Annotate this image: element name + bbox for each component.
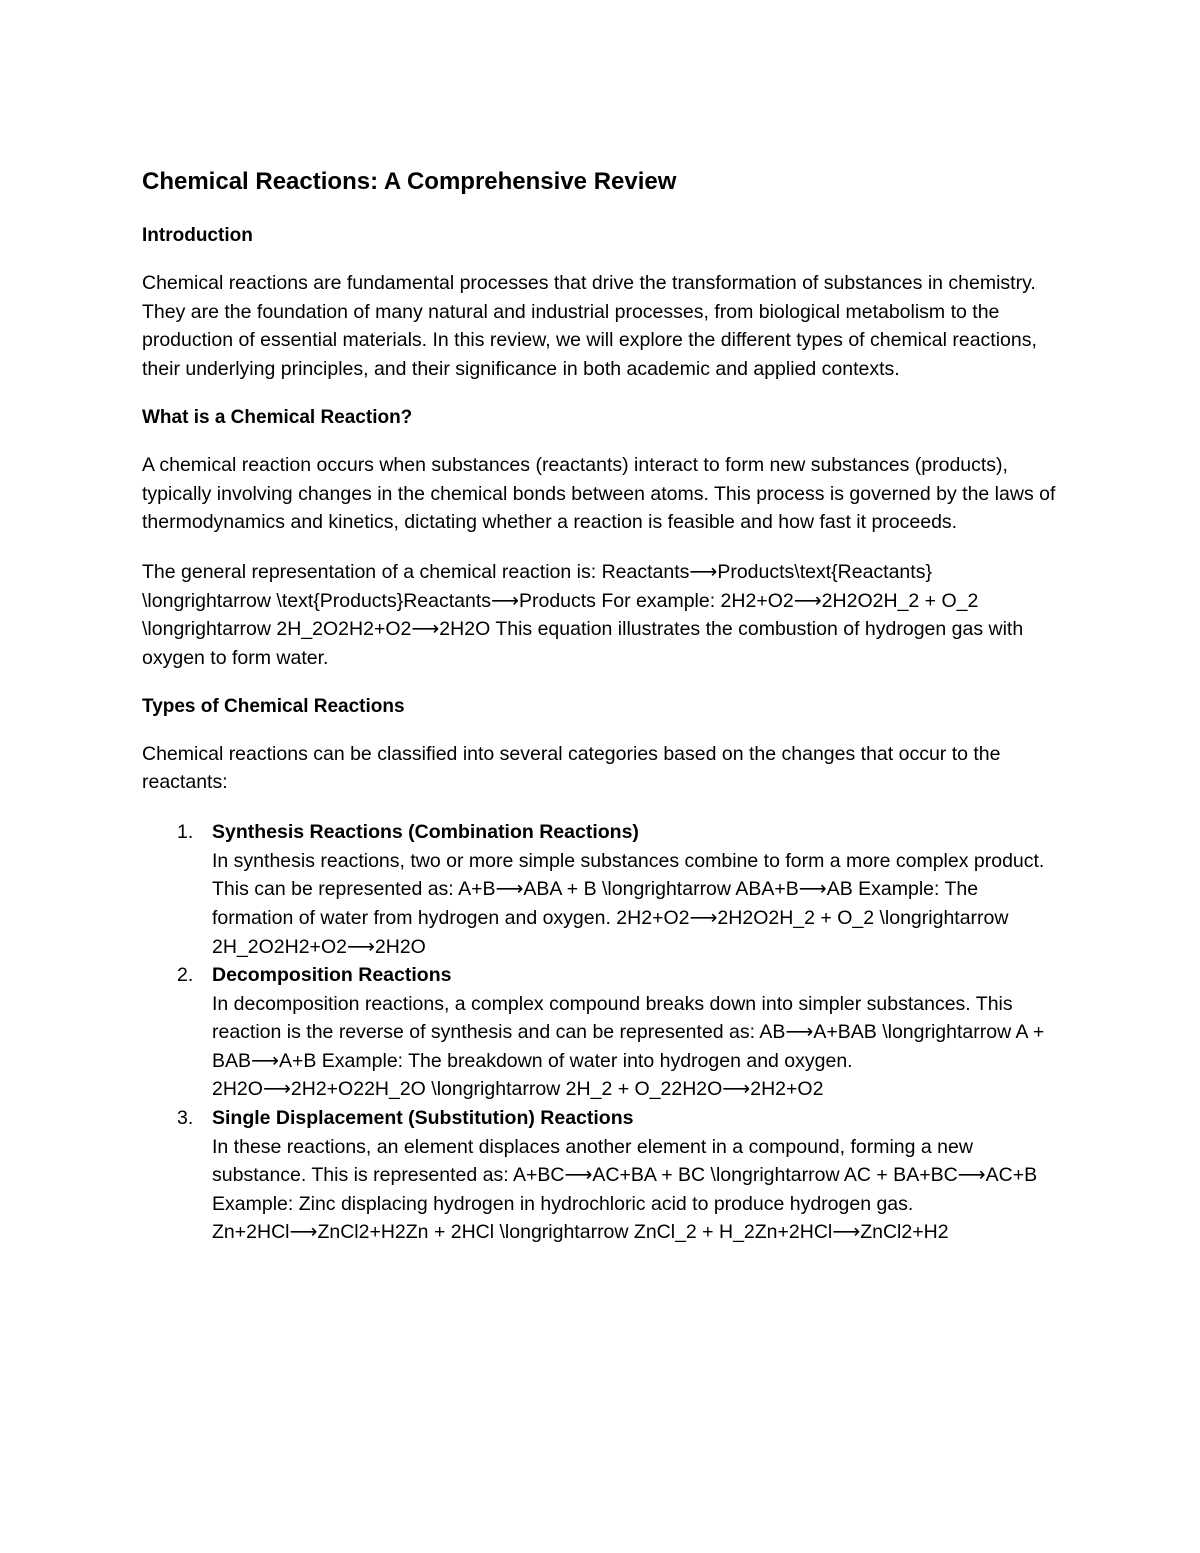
list-item-title: Decomposition Reactions [212,964,452,987]
section-heading-what-is: What is a Chemical Reaction? [142,406,413,428]
list-item-body: In synthesis reactions, two or more simple substances combine to form a more complex product. This can be represented as: A+B⟶ABA + B \longrightarrow ABA+B⟶AB Example: The formation of water from hydrogen and oxygen. 2H2+O2⟶2H2O2H_2 + O_2 \longrightarrow 2H_2O2H2+O2⟶2H2O [212,849,1045,958]
document-title: Chemical Reactions: A Comprehensive Review [142,168,677,195]
list-item-body: In these reactions, an element displaces another element in a compound, forming a new substance. This is represented as: A+BC⟶AC+BA + BC \longrightarrow AC + BA+BC⟶AC+B Example: Zinc displacing hydrogen in hydrochloric acid to produce hydrogen gas. Zn+2HCl⟶ZnCl2+H2Zn + 2HCl \longrightarrow ZnCl_2 + H_2Zn+2HCl⟶ZnCl2+H2 [212,1135,1038,1244]
list-item-number: 1. [177,821,194,844]
list-item-body: In decomposition reactions, a complex compound breaks down into simpler substances. This reaction is the reverse of synthesis and can be represented as: AB⟶A+BAB \longrightarrow A + BAB⟶A+B Example: The breakdown of water into hydrogen and oxygen. 2H2O⟶2H2+O22H_2O \longrightarrow 2H_2 + O_22H2O⟶2H2+O2 [212,992,1045,1101]
list-item-title: Single Displacement (Substitution) Reactions [212,1107,634,1130]
list-item-number: 2. [177,964,194,987]
list-item [142,1104,1062,1247]
list-item-number: 3. [177,1107,194,1130]
list-item [142,818,1062,961]
list-item-title: Synthesis Reactions (Combination Reactions) [212,821,639,844]
what-is-paragraph-1: A chemical reaction occurs when substances (reactants) interact to form new substances (products), typically involving changes in the chemical bonds between atoms. This process is governed by the laws of thermodynamics and kinetics, dictating whether a reaction is feasible and how fast it proceeds. [142,453,1056,534]
introduction-paragraph: Chemical reactions are fundamental processes that drive the transformation of substances in chemistry. They are the foundation of many natural and industrial processes, from biological metabolism to the production of essential materials. In this review, we will explore the different types of chemical reactions, their underlying principles, and their significance in both academic and applied contexts. [142,272,1037,381]
document-page [142,166,1062,1247]
section-heading-types: Types of Chemical Reactions [142,695,405,717]
reaction-types-list [142,818,1062,1247]
list-item [142,961,1062,1104]
what-is-paragraph-2: The general representation of a chemical reaction is: Reactants⟶Products\text{Reactants} \longrightarrow \text{Products}Reactants⟶Products For example: 2H2+O2⟶2H2O2H_2 + O_2 \longrightarrow 2H_2O2H2+O2⟶2H2O This equation illustrates the combustion of hydrogen gas with oxygen to form water. [142,560,1024,670]
section-heading-introduction: Introduction [142,225,253,246]
types-intro-paragraph: Chemical reactions can be classified into several categories based on the changes that occur to the reactants: [142,742,1001,794]
